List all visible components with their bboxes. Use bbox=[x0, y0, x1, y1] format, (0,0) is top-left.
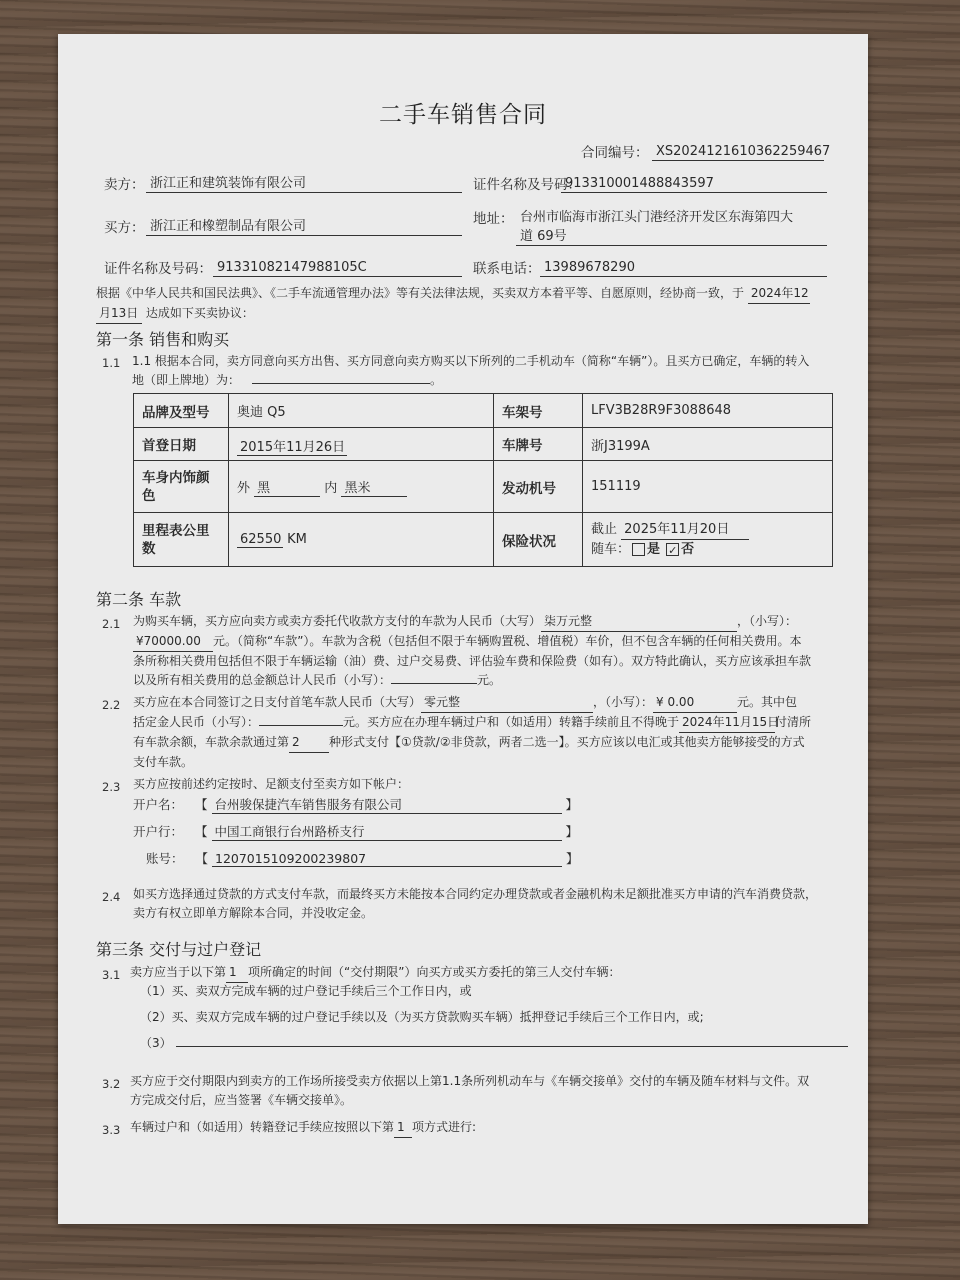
section-1-title: 第一条 销售和购买 bbox=[96, 330, 230, 349]
clause-3-2-text: 买方应于交付期限内到卖方的工作场所接受卖方依据以上第1.1条所列机动车与《车辆交接单》交付的车辆及随车材料与文件。双 bbox=[130, 1074, 810, 1088]
preamble-text-2: 达成如下买卖协议： bbox=[145, 306, 254, 320]
insurance-date: 2025年11月20日 bbox=[621, 520, 749, 540]
mileage-label-1: 里程表公里 bbox=[142, 522, 210, 539]
account-name: 台州骏保捷汽车销售服务有限公司 bbox=[212, 795, 562, 814]
insurance-with-label: 随车： bbox=[591, 542, 631, 557]
bank-row bbox=[133, 822, 578, 841]
first-payment-value: ¥ 0.00 bbox=[653, 693, 737, 713]
seller-label: 卖方： bbox=[104, 177, 145, 193]
document-title: 二手车销售合同 bbox=[379, 102, 547, 128]
clause-2-2-text-4: 付清所 bbox=[775, 715, 812, 729]
mileage-label bbox=[134, 513, 229, 567]
buyer-name: 浙江正和橡塑制品有限公司 bbox=[146, 218, 462, 236]
interior-color: 黑米 bbox=[341, 477, 407, 497]
checkbox-yes[interactable] bbox=[632, 543, 645, 556]
clause-2-2-text-5: 有车款余额，车款余款通过第 bbox=[133, 735, 290, 749]
bracket-close: 】 bbox=[565, 851, 579, 866]
clause-number: 3.3 bbox=[102, 1123, 121, 1137]
preamble-date: 2024年12 bbox=[748, 284, 810, 304]
first-payment-chinese: 零元整 bbox=[421, 693, 593, 713]
buyer-phone-label: 联系电话： bbox=[473, 261, 541, 277]
clause-2-2-text-3: 元。买方应在办理车辆过户和（如适用）转籍手续前且不得晚于 bbox=[343, 715, 680, 729]
plate-value: 浙J3199A bbox=[583, 428, 833, 461]
account-row bbox=[146, 849, 579, 867]
clause-3-2 bbox=[130, 1072, 809, 1110]
clause-number: 3.1 bbox=[102, 968, 121, 982]
clause-1-1 bbox=[132, 352, 809, 390]
clause-1-1-text-2: 地（即上牌地）为： bbox=[132, 373, 241, 387]
seller-id-label: 证件名称及号码： bbox=[473, 177, 581, 193]
option-2: （2）买、卖双方完成车辆的过户登记手续以及（为买方贷款购买车辆）抵押登记手续后三个工作日内，或; bbox=[140, 1010, 704, 1024]
clause-3-3 bbox=[130, 1118, 476, 1138]
buyer-addr-line2: 道 69号 bbox=[516, 228, 827, 246]
clause-2-1-yuan: 元。 bbox=[477, 673, 502, 687]
buyer-id-label: 证件名称及号码： bbox=[104, 261, 212, 277]
buyer-addr-line1: 台州市临海市浙江头门港经济开发区东海第四大 bbox=[520, 210, 794, 225]
reg-date-cell bbox=[229, 428, 494, 461]
buyer-addr-label: 地址： bbox=[473, 211, 514, 227]
clause-2-1 bbox=[133, 612, 811, 690]
mileage-value: 62550 bbox=[237, 532, 283, 548]
clause-3-2-text-2: 方完成交付后，应当签署《车辆交接单》。 bbox=[130, 1093, 353, 1107]
vehicle-table bbox=[133, 393, 833, 567]
option-1: （1）买、卖双方完成车辆的过户登记手续后三个工作日内，或 bbox=[140, 984, 472, 998]
clause-3-1 bbox=[130, 963, 620, 983]
preamble bbox=[96, 284, 810, 324]
option-3-field[interactable] bbox=[176, 1046, 848, 1047]
yes-label: 是 bbox=[647, 542, 661, 557]
clause-number: 1.1 bbox=[102, 356, 121, 370]
no-label: 否 bbox=[681, 542, 695, 557]
account-number-label: 账号： bbox=[146, 851, 184, 866]
ext-prefix: 外 bbox=[237, 480, 251, 496]
payment-method: 2 bbox=[289, 733, 329, 753]
clause-2-1-text-2: 元。（简称“车款”）。车款为含税（包括但不限于车辆购置税、增值税）车价，但不包含车辆的任何相关费用。本 bbox=[213, 634, 802, 648]
section-2-title: 第二条 车款 bbox=[96, 590, 182, 609]
vin-label: 车架号 bbox=[494, 394, 583, 428]
clause-3-3-text-2: 项方式进行: bbox=[412, 1120, 477, 1134]
clause-2-4-text: 如买方选择通过贷款的方式支付车款，而最终买方未能按本合同约定办理贷款或者金融机构未足额批准买方申请的汽车消费贷款， bbox=[133, 887, 818, 901]
color-label-2: 色 bbox=[142, 487, 156, 504]
color-label-1: 车身内饰颜 bbox=[142, 469, 210, 486]
checkbox-no-checked[interactable] bbox=[666, 543, 679, 556]
insurance-label: 保险状况 bbox=[494, 513, 583, 567]
reg-date-label: 首登日期 bbox=[134, 428, 229, 461]
clause-2-2-text-b: 元。其中包 bbox=[737, 695, 798, 709]
bank-label: 开户行： bbox=[133, 824, 184, 839]
bank-name: 中国工商银行台州路桥支行 bbox=[212, 822, 562, 841]
amount-chinese: 柒万元整 bbox=[541, 612, 737, 632]
clause-number: 2.3 bbox=[102, 780, 121, 794]
clause-number: 3.2 bbox=[102, 1077, 121, 1091]
delivery-choice: 1 bbox=[226, 963, 248, 983]
clause-2-2-small: ，（小写）： bbox=[593, 695, 654, 709]
brand-label: 品牌及型号 bbox=[134, 394, 229, 428]
clause-2-1-small: ，（小写）： bbox=[737, 614, 798, 628]
transfer-choice: 1 bbox=[394, 1118, 412, 1138]
clause-2-3-text: 买方应按前述约定按时、足额支付至卖方如下帐户： bbox=[133, 777, 410, 791]
total-amount-field[interactable] bbox=[391, 683, 477, 684]
preamble-date-2: 月13日 bbox=[96, 304, 142, 324]
clause-number: 2.1 bbox=[102, 617, 121, 631]
clause-2-4-text-2: 卖方有权立即单方解除本合同，并没收定金。 bbox=[133, 906, 374, 920]
bracket-close: 】 bbox=[565, 824, 578, 839]
plate-label: 车牌号 bbox=[494, 428, 583, 461]
brand-value: 奥迪 Q5 bbox=[229, 394, 494, 428]
bracket-open: 【 bbox=[195, 851, 209, 866]
color-label bbox=[134, 461, 229, 513]
contract-page bbox=[58, 34, 868, 1224]
preamble-text: 根据《中华人民共和国民法典》、《二手车流通管理办法》等有关法律法规，买卖双方本着平等、自愿原则，经协商一致，于 bbox=[96, 286, 745, 300]
clause-2-3 bbox=[133, 775, 409, 794]
account-name-row bbox=[133, 795, 578, 814]
clause-2-2-text-2: 括定金人民币（小写）： bbox=[133, 715, 260, 729]
buyer-phone-value: 13989678290 bbox=[540, 259, 827, 277]
bracket-close: 】 bbox=[565, 797, 578, 812]
seller-id-value: 913310001488843597 bbox=[561, 175, 827, 193]
deposit-field[interactable] bbox=[259, 725, 343, 726]
clause-3-1-options bbox=[140, 982, 848, 1053]
mileage-label-2: 数 bbox=[142, 540, 156, 557]
clause-2-1-text: 为购买车辆，买方应向卖方或卖方委托代收款方支付的车款为人民币（大写） bbox=[133, 614, 542, 628]
buyer-id-value: 91331082147988105C bbox=[213, 259, 462, 277]
registration-place-field[interactable] bbox=[252, 383, 430, 384]
bracket-open: 【 bbox=[195, 797, 208, 812]
int-prefix: 内 bbox=[324, 480, 338, 496]
clause-1-1-text: 1.1 根据本合同，卖方同意向买方出售、买方同意向卖方购买以下所列的二手机动车（简称“车辆”）。且买方已确定，车辆的转入 bbox=[132, 354, 810, 368]
clause-2-2-text-7: 支付车款。 bbox=[133, 755, 194, 769]
mileage-cell bbox=[229, 513, 494, 567]
clause-2-1-text-3: 条所称相关费用包括但不限于车辆运输（油）费、过户交易费、评估验车费和保险费（如有）。双方特此确认，买方应该承担车款 bbox=[133, 654, 812, 668]
clause-2-2-text-6: 种形式支付【①贷款/②非贷款，两者二选一】。买方应该以电汇或其他卖方能够接受的方式 bbox=[329, 735, 805, 749]
color-cell bbox=[229, 461, 494, 513]
clause-2-4 bbox=[133, 885, 817, 923]
vin-value: LFV3B28R9F3088648 bbox=[583, 394, 833, 428]
clause-2-2-text: 买方应在本合同签订之日支付首笔车款人民币（大写） bbox=[133, 695, 422, 709]
bracket-open: 【 bbox=[195, 824, 208, 839]
engine-value: 151119 bbox=[583, 461, 833, 513]
contract-no-value: XS20241216103622594​67 bbox=[652, 143, 824, 161]
clause-3-1-text: 卖方应当于以下第 bbox=[130, 965, 227, 979]
reg-date-value: 2015年11月26日 bbox=[237, 436, 347, 456]
insurance-cell bbox=[583, 513, 833, 567]
exterior-color: 黑 bbox=[254, 477, 320, 497]
clause-3-1-text-2: 项所确定的时间（“交付期限”）向买方或买方委托的第三人交付车辆： bbox=[248, 965, 621, 979]
deadline-date: 2024年11月15日 bbox=[679, 713, 775, 733]
mileage-unit: KM bbox=[287, 531, 307, 547]
clause-2-2 bbox=[133, 693, 811, 772]
insurance-prefix: 截止 bbox=[591, 522, 618, 537]
engine-label: 发动机号 bbox=[494, 461, 583, 513]
clause-2-1-text-4: 以及所有相关费用的总金额总计人民币（小写）： bbox=[133, 673, 392, 687]
section-3-title: 第三条 交付与过户登记 bbox=[96, 940, 262, 959]
clause-number: 2.2 bbox=[102, 698, 121, 712]
amount-value: ¥70000.00 bbox=[133, 632, 213, 652]
contract-no-label: 合同编号： bbox=[581, 145, 649, 161]
seller-name: 浙江正和建筑装饰有限公司 bbox=[146, 175, 462, 193]
account-name-label: 开户名： bbox=[133, 797, 184, 812]
buyer-label: 买方： bbox=[104, 220, 145, 236]
clause-3-3-text: 车辆过户和（如适用）转籍登记手续应按照以下第 bbox=[130, 1120, 395, 1134]
period: 。 bbox=[430, 373, 443, 387]
account-number: 1207015109200239807 bbox=[212, 851, 562, 867]
clause-number: 2.4 bbox=[102, 890, 121, 904]
option-3: （3） bbox=[140, 1036, 172, 1050]
